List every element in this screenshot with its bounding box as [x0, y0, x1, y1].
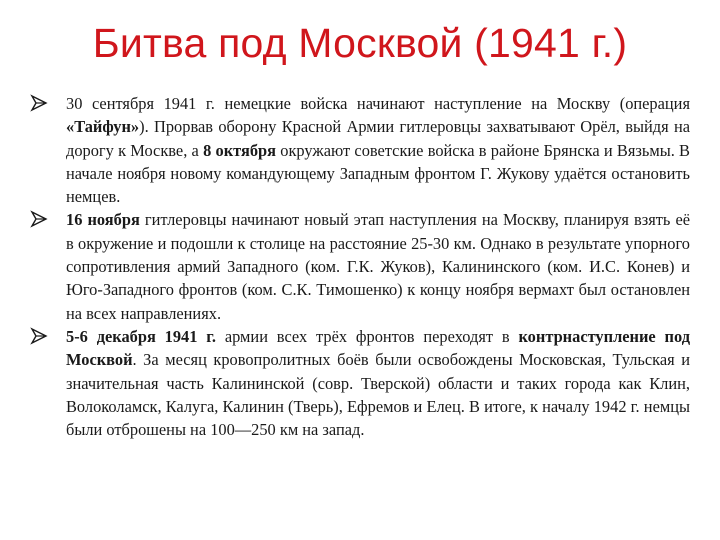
bullet-text-bold: 16 ноября	[66, 210, 140, 230]
bullet-item	[30, 208, 690, 324]
slide-title: Битва под Москвой (1941 г.)	[92, 20, 628, 66]
bullet-text	[66, 208, 690, 324]
bullet-text-run: 30 сентября 1941 г. немецкие войска начинают наступление на Москву (операция	[66, 94, 690, 113]
bullet-text-run: гитлеровцы начинают новый этап наступления на Москву, планируя взять её в окружение и подошли к столице на расстояние 25-30 км. Однако в результате упорного сопротивления армий Западного (ком. Г.К. Жуков), Калининского (ком. И.С. Конев) и Юго-Западного фронтов (ком. С.К. Тимошенко) к концу ноября вермахт был остановлен на всех направлениях.	[66, 210, 690, 323]
bullet-item	[30, 92, 690, 208]
bullet-item	[30, 325, 690, 441]
arrowhead-bullet-icon	[30, 327, 48, 345]
bullet-list	[30, 92, 690, 441]
bullet-text-run: ). Прорвав оборону Красной Армии гитлеровцы захватывают Орёл, выйдя на дорогу к Москве, а	[66, 117, 690, 160]
arrowhead-bullet-icon	[30, 94, 48, 112]
bullet-text-run: армии всех трёх фронтов переходят в	[215, 326, 519, 346]
bullet-text-bold: «Тайфун»	[66, 117, 140, 137]
arrowhead-bullet-icon	[30, 210, 48, 228]
bullet-text	[66, 325, 690, 441]
bullet-text-bold: контрнаступление под Москвой	[66, 326, 691, 370]
bullet-text-run: окружают советские войска в районе Брянска и Вязьмы. В начале ноября новому командующему Западным фронтом Г. Жукову удаётся остановить немцев.	[66, 140, 690, 207]
bullet-text	[66, 92, 690, 208]
bullet-text-bold: 8 октября	[203, 140, 277, 160]
bullet-text-run: . За месяц кровопролитных боёв были освобождены Московская, Тульская и значительная часть Калининской (совр. Тверской) области и таких города как Клин, Волоколамск, Калуга, Калинин (Тверь), Ефремов и Елец. В итоге, к началу 1942 г. немцы были отброшены на 100—250 км на запад.	[66, 350, 690, 440]
bullet-text-bold: 5-6 декабря 1941 г.	[66, 326, 216, 346]
